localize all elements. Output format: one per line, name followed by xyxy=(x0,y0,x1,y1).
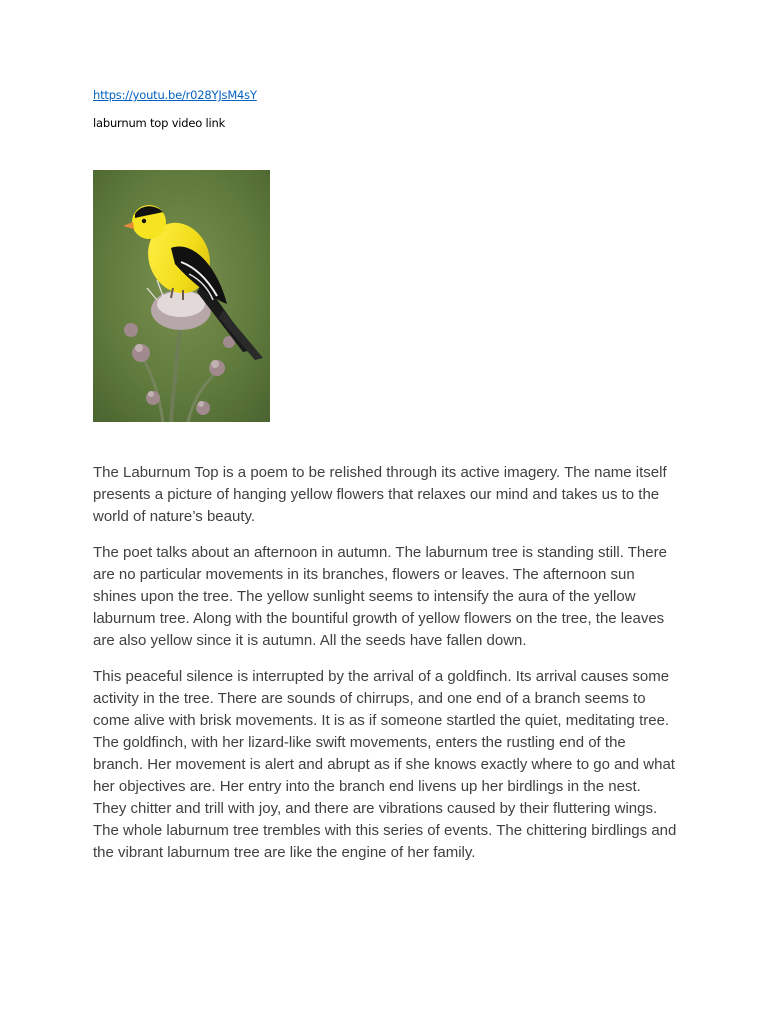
document-page xyxy=(93,86,678,878)
video-caption: laburnum top video link xyxy=(93,116,226,130)
paragraph-2: The poet talks about an afternoon in autumn. The laburnum tree is standing still. There are no particular movements in its branches, flowers or leaves. The afternoon sun shines upon the tree. The yellow sunlight seems to intensify the aura of the yellow laburnum tree. Along with the bountiful growth of yellow flowers on the tree, the leaves are also yellow since it is autumn. All the seeds have fallen down. xyxy=(93,544,667,649)
paragraph-1: The Laburnum Top is a poem to be relished through its active imagery. The name itself presents a picture of hanging yellow flowers that relaxes our mind and takes us to the world of nature’s beauty. xyxy=(93,464,667,525)
paragraph-3: This peaceful silence is interrupted by the arrival of a goldfinch. Its arrival causes some activity in the tree. There are sounds of chirrups, and one end of a branch seems to come alive with brisk movements. It is as if someone startled the quiet, meditating tree. The goldfinch, with her lizard-like swift movements, enters the rustling end of the branch. Her movement is alert and abrupt as if she knows exactly where to go and what her objectives are. Her entry into the branch end livens up her birdlings in the nest. They chitter and trill with joy, and there are vibrations caused by their fluttering wings. The whole laburnum tree trembles with this series of events. The chittering birdlings and the vibrant laburnum tree are like the engine of her family. xyxy=(93,668,677,861)
goldfinch-photo xyxy=(93,170,270,422)
body-text xyxy=(93,462,678,864)
video-link[interactable]: https://youtu.be/r028YJsM4sY xyxy=(93,88,257,102)
